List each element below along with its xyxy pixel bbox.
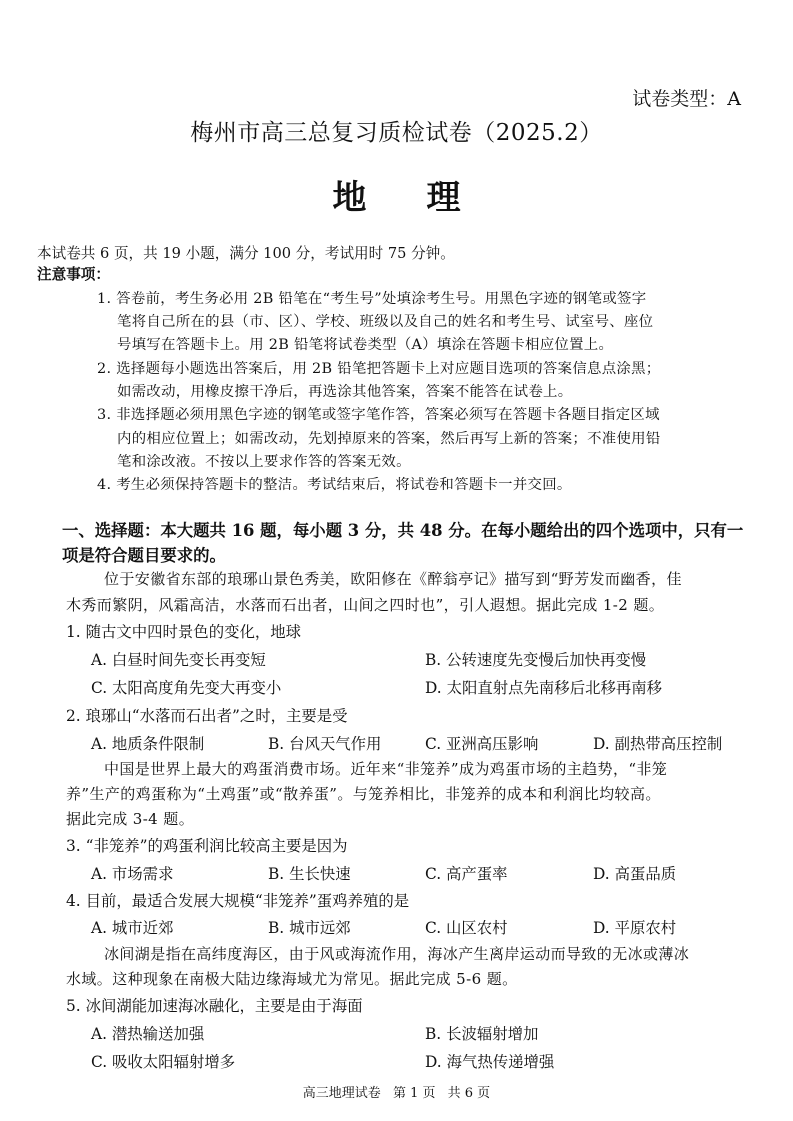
option-a: A. 白昼时间先变长再变短 <box>91 651 266 669</box>
option-c: C. 山区农村 <box>425 919 508 937</box>
option-a: A. 地质条件限制 <box>91 735 205 753</box>
footer-exam-name: 高三地理试卷 <box>302 1086 381 1101</box>
option-a: A. 潜热输送加强 <box>91 1025 205 1043</box>
passage-line: 水域。这种现象在南极大陆边缘海域尤为常见。据此完成 5-6 题。 <box>66 970 518 988</box>
question-stem: 1. 随古文中四时景色的变化，地球 <box>66 623 302 641</box>
notice-line: 1. 答卷前，考生务必用 2B 铅笔在“考生号”处填涂考生号。用黑色字迹的钢笔或签字 <box>97 291 647 307</box>
option-b: B. 台风天气作用 <box>268 735 382 753</box>
passage-line: 冰间湖是指在高纬度海区，由于风或海流作用，海冰产生离岸运动而导致的无冰或薄冰 <box>104 945 690 963</box>
option-c: C. 太阳高度角先变大再变小 <box>91 679 282 697</box>
exam-intro: 本试卷共 6 页，共 19 小题，满分 100 分，考试用时 75 分钟。 <box>37 245 455 262</box>
notice-heading: 注意事项： <box>37 266 110 283</box>
exam-title: 梅州市高三总复习质检试卷（2025.2） <box>190 120 603 146</box>
subject-heading <box>0 170 793 219</box>
notice-line: 4. 考生必须保持答题卡的整洁。考试结束后，将试卷和答题卡一并交回。 <box>97 477 572 493</box>
notice-line: 笔将自己所在的县（市、区）、学校、班级以及自己的姓名和考生号、试室号、座位 <box>117 314 654 330</box>
option-d: D. 太阳直射点先南移后北移再南移 <box>425 679 663 697</box>
footer-page-total: 共 6 页 <box>447 1086 491 1101</box>
option-a: A. 城市近郊 <box>91 919 174 937</box>
option-d: D. 平原农村 <box>593 919 677 937</box>
section-heading: 一、选择题：本大题共 16 题，每小题 3 分，共 48 分。在每小题给出的四个选项中，只有一 <box>62 521 744 540</box>
passage-line: 位于安徽省东部的琅琊山景色秀美，欧阳修在《醉翁亭记》描写到“野芳发而幽香，佳 <box>104 570 682 588</box>
passage-line: 木秀而繁阴，风霜高洁，水落而石出者，山间之四时也”，引人遐想。据此完成 1-2 题。 <box>66 596 665 614</box>
question-stem: 3. “非笼养”的鸡蛋利润比较高主要是因为 <box>66 837 348 855</box>
option-b: B. 生长快速 <box>268 865 351 883</box>
passage-line: 据此完成 3-4 题。 <box>66 810 195 828</box>
notice-line: 内的相应位置上；如需改动，先划掉原来的答案，然后再写上新的答案；不准使用铅 <box>117 431 661 447</box>
passage-line: 中国是世界上最大的鸡蛋消费市场。近年来“非笼养”成为鸡蛋市场的主趋势，“非笼 <box>104 760 668 778</box>
subject-text: 地理 <box>332 178 521 218</box>
option-b: B. 长波辐射增加 <box>425 1025 539 1043</box>
question-stem: 5. 冰间湖能加速海冰融化，主要是由于海面 <box>66 997 363 1015</box>
notice-line: 3. 非选择题必须用黑色字迹的钢笔或签字笔作答，答案必须写在答题卡各题目指定区域 <box>97 407 660 423</box>
option-b: B. 公转速度先变慢后加快再变慢 <box>425 651 647 669</box>
option-d: D. 高蛋品质 <box>593 865 677 883</box>
option-c: C. 亚洲高压影响 <box>425 735 539 753</box>
notice-line: 如需改动，用橡皮擦干净后，再选涂其他答案，答案不能答在试卷上。 <box>117 384 573 400</box>
option-b: B. 城市远郊 <box>268 919 351 937</box>
footer-page-number: 第 1 页 <box>392 1086 436 1101</box>
section-heading-cont: 项是符合题目要求的。 <box>62 546 226 565</box>
notice-line: 笔和涂改液。不按以上要求作答的答案无效。 <box>117 454 411 470</box>
notice-line: 号填写在答题卡上。用 2B 铅笔将试卷类型（A）填涂在答题卡相应位置上。 <box>117 337 614 353</box>
option-c: C. 吸收太阳辐射增多 <box>91 1053 236 1071</box>
option-a: A. 市场需求 <box>91 865 174 883</box>
option-d: D. 副热带高压控制 <box>593 735 723 753</box>
page-footer <box>0 1082 793 1101</box>
paper-type-label: 试卷类型：A <box>632 88 741 110</box>
passage-line: 养”生产的鸡蛋称为“土鸡蛋”或“散养蛋”。与笼养相比，非笼养的成本和利润比均较高。 <box>66 785 661 803</box>
question-stem: 2. 琅琊山“水落而石出者”之时，主要是受 <box>66 707 348 725</box>
option-c: C. 高产蛋率 <box>425 865 508 883</box>
notice-line: 2. 选择题每小题选出答案后，用 2B 铅笔把答题卡上对应题目选项的答案信息点涂黑； <box>97 361 661 377</box>
option-d: D. 海气热传递增强 <box>425 1053 555 1071</box>
question-stem: 4. 目前，最适合发展大规模“非笼养”蛋鸡养殖的是 <box>66 892 410 910</box>
